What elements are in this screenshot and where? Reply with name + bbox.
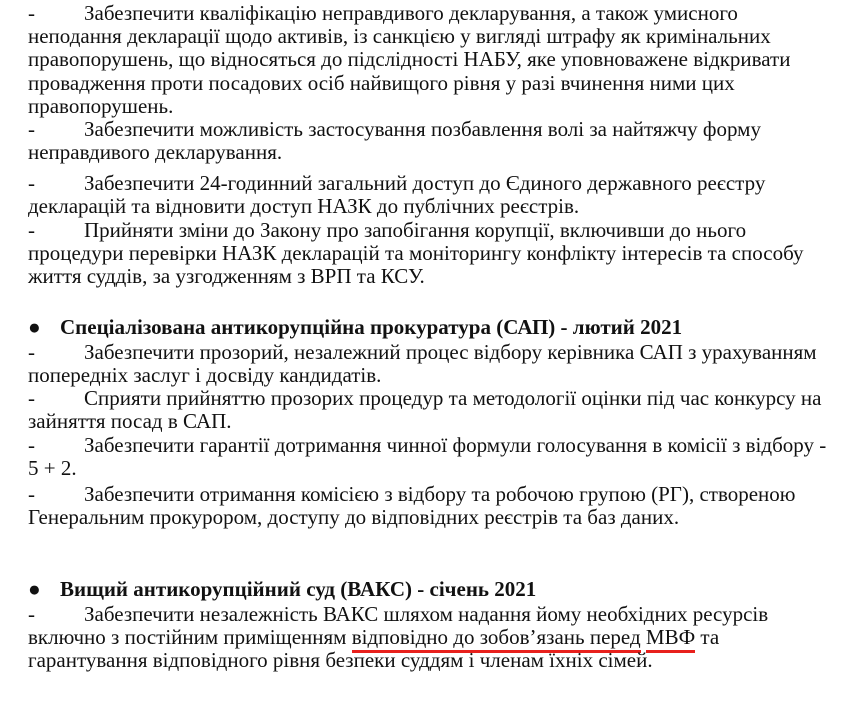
- nabu-item: [28, 172, 836, 218]
- dash-marker: -: [28, 482, 35, 506]
- item-text-before: Забезпечити незалежність ВАКС шляхом надання йому необхідних ресурсів включно з постійним приміщенням: [28, 602, 769, 650]
- list-item-text: Забезпечити можливість застосування позбавлення волі за найтяжчу форму неправдивого декларування.: [28, 117, 761, 165]
- list-item-text: Забезпечити 24-годинний загальний доступ до Єдиного державного реєстру декларацій та відновити доступ НАЗК до публічних реєстрів.: [28, 171, 766, 219]
- list-item-text: Сприяти прийняттю прозорих процедур та методології оцінки під час конкурсу на зайняття посад в САП.: [28, 386, 822, 434]
- nabu-item: [28, 2, 836, 118]
- dash-marker: -: [28, 117, 35, 141]
- dash-marker: -: [28, 171, 35, 195]
- list-item-text: [28, 603, 836, 673]
- list-item-text: Забезпечити прозорий, незалежний процес відбору керівника САП з урахуванням попередніх заслуг і досвіду кандидатів.: [28, 340, 817, 388]
- heading-text: Вищий антикорупційний суд (ВАКС) - січень 2021: [60, 577, 537, 601]
- section-heading-sap: [28, 316, 836, 339]
- highlighted-text: відповідно до зобов’язань перед: [352, 625, 641, 653]
- dash-marker: -: [28, 340, 35, 364]
- list-item-text: Забезпечити гарантії дотримання чинної формули голосування в комісії з відбору - 5 + 2.: [28, 433, 827, 481]
- dash-marker: -: [28, 433, 35, 457]
- dash-marker: -: [28, 1, 35, 25]
- sap-item: [28, 483, 836, 529]
- list-item-text: Забезпечити кваліфікацію неправдивого декларування, а також умисного неподання декларації щодо активів, із санкцією у вигляді штрафу як кримінальних правопорушень, що відносяться до підслідності НАБУ, яке уповноважене відкривати провадження проти посадових осіб найвищого рівня у разі вчинення ними цих правопорушень.: [28, 1, 791, 118]
- nabu-item: [28, 219, 836, 289]
- item-text-after: та гарантування відповідного рівня безпеки суддям і членам їхніх сімей.: [28, 625, 720, 673]
- list-item-text: Прийняти зміни до Закону про запобігання корупції, включивши до нього процедури перевірки НАЗК декларацій та моніторингу конфлікту інтересів та способу життя суддів, за узгодженням з ВРП та КСУ.: [28, 218, 804, 289]
- bullet-icon: ●: [28, 577, 41, 601]
- dash-marker: -: [28, 218, 35, 242]
- highlighted-text: МВФ: [646, 625, 695, 653]
- nabu-item: [28, 118, 836, 164]
- section-heading-vaks: [28, 578, 836, 601]
- dash-marker: -: [28, 602, 35, 626]
- bullet-icon: ●: [28, 315, 41, 339]
- sap-item: [28, 434, 836, 480]
- sap-item: [28, 387, 836, 433]
- list-item-text: Забезпечити отримання комісією з відбору та робочою групою (РГ), створеною Генеральним прокурором, доступу до відповідних реєстрів та баз даних.: [28, 482, 796, 530]
- dash-marker: -: [28, 386, 35, 410]
- sap-item: [28, 341, 836, 387]
- vaks-item: [28, 603, 836, 673]
- heading-text: Спеціалізована антикорупційна прокуратура (САП) - лютий 2021: [60, 315, 683, 339]
